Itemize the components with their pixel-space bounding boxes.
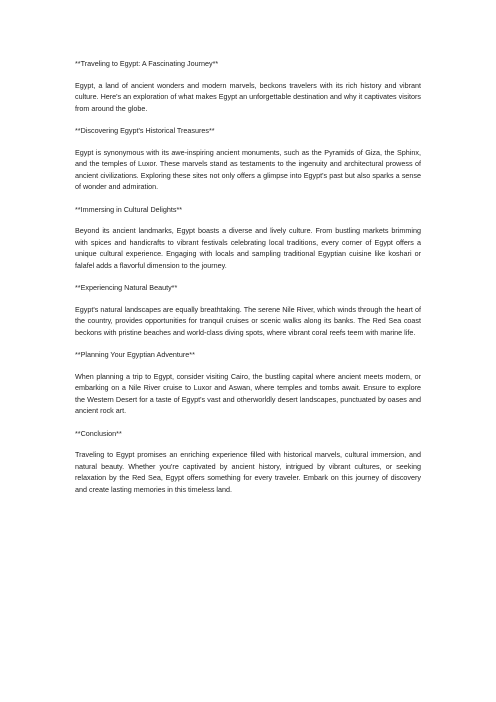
- section-heading-cultural: **Immersing in Cultural Delights**: [75, 204, 183, 214]
- document-body: [75, 58, 421, 506]
- section-heading-historical: **Discovering Egypt's Historical Treasures**: [75, 125, 215, 135]
- section-paragraph-cultural: Beyond its ancient landmarks, Egypt boasts a diverse and lively culture. From bustling markets brimming with spices and handicrafts to vibrant festivals celebrating local traditions, every corner of Egypt offers a unique cultural experience. Engaging with locals and sampling traditional Egyptian cuisine like koshari or falafel adds a flavorful dimension to the journey.: [75, 226, 421, 270]
- section-paragraph-historical: Egypt is synonymous with its awe-inspiring ancient monuments, such as the Pyramids of Giza, the Sphinx, and the temples of Luxor. These marvels stand as testaments to the ingenuity and architectural prowess of ancient civilizations. Exploring these sites not only offers a glimpse into Egypt's past but also sparks a sense of wonder and admiration.: [75, 147, 421, 192]
- section-paragraph-traveling: Egypt, a land of ancient wonders and modern marvels, beckons travelers with its rich history and vibrant culture. Here's an exploration of what makes Egypt an unforgettable destination and why it captivates visitors from around the globe.: [75, 80, 421, 113]
- section-heading-traveling: **Traveling to Egypt: A Fascinating Journey**: [75, 59, 219, 68]
- section-heading-conclusion: **Conclusion**: [75, 428, 122, 438]
- section-paragraph-planning: When planning a trip to Egypt, consider visiting Cairo, the bustling capital where ancient meets modern, or embarking on a Nile River cruise to Luxor and Aswan, where temples and tombs await. Ensure to explore the Western Desert for a taste of Egypt's vast and otherworldly desert landscapes, punctuated by oases and ancient rock art.: [75, 371, 421, 416]
- section-paragraph-conclusion: Traveling to Egypt promises an enriching experience filled with historical marvels, cultural immersion, and natural beauty. Whether you're captivated by ancient history, intrigued by vibrant cultures, or seeking relaxation by the Red Sea, Egypt offers something for every traveler. Embark on this journey of discovery and create lasting memories in this timeless land.: [75, 450, 421, 494]
- section-heading-natural: **Experiencing Natural Beauty**: [75, 283, 178, 293]
- section-paragraph-natural: Egypt's natural landscapes are equally breathtaking. The serene Nile River, which winds through the heart of the country, provides opportunities for tranquil cruises or scenic walks along its banks. The Red Sea coast beckons with pristine beaches and world-class diving spots, where vibrant coral reefs teem with marine life.: [75, 304, 421, 337]
- section-heading-planning: **Planning Your Egyptian Adventure**: [75, 350, 195, 360]
